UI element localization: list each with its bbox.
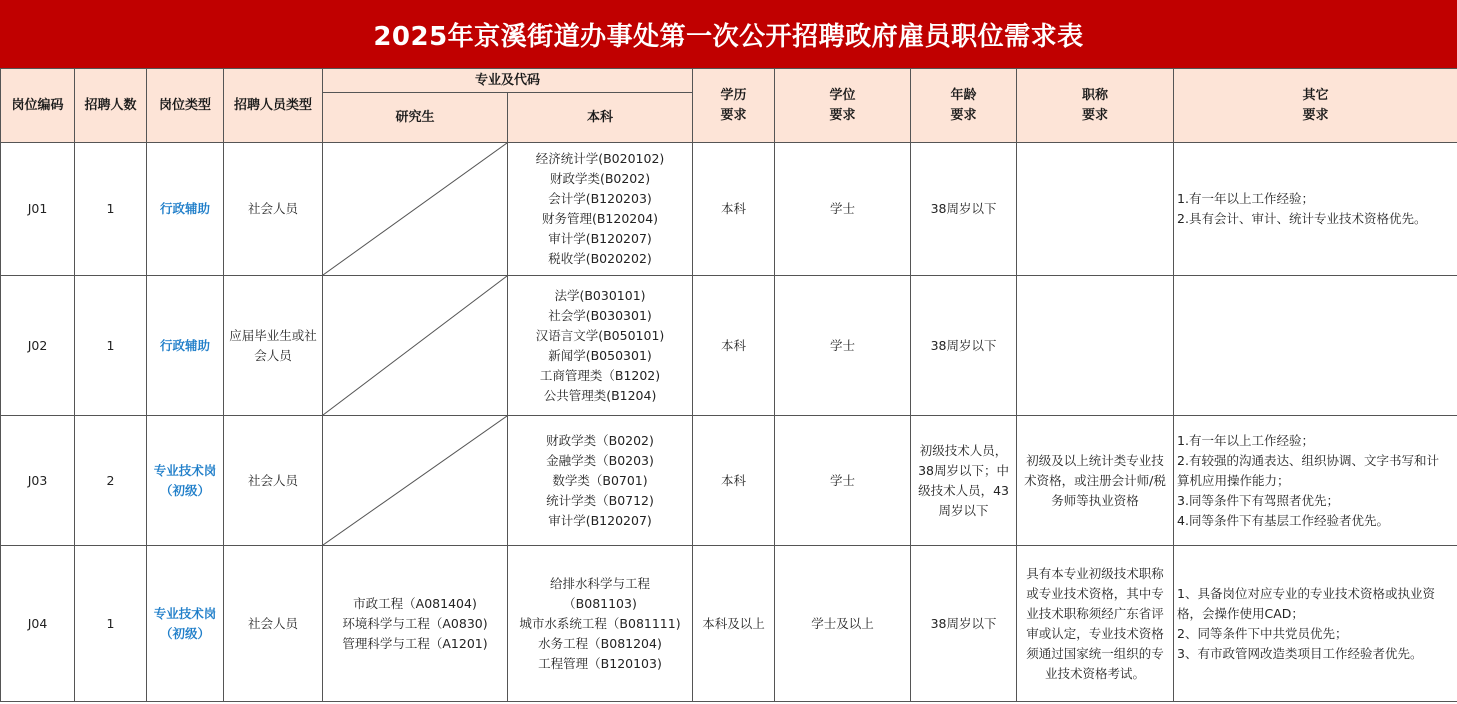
table-header [1, 69, 1457, 143]
cell-staff-type: 社会人员 [224, 416, 323, 546]
header-staff-type: 招聘人员类型 [224, 69, 323, 143]
header-age: 年龄 要求 [911, 69, 1017, 143]
job-requirements-table [0, 68, 1457, 702]
cell-graduate-empty [323, 416, 508, 546]
cell-other: 1.有一年以上工作经验； 2.具有会计、审计、统计专业技术资格优先。 [1174, 143, 1457, 276]
cell-staff-type: 社会人员 [224, 143, 323, 276]
cell-education: 本科 [693, 143, 775, 276]
cell-age: 38周岁以下 [911, 276, 1017, 416]
cell-education: 本科 [693, 276, 775, 416]
table-row [1, 546, 1457, 702]
header-undergrad: 本科 [508, 93, 693, 143]
cell-title-req [1017, 276, 1174, 416]
cell-count: 1 [75, 546, 147, 702]
cell-code: J01 [1, 143, 75, 276]
cell-position-type: 行政辅助 [147, 143, 224, 276]
cell-title-req: 具有本专业初级技术职称 或专业技术资格，其中专 业技术职称须经广东省评 审或认定，专业技术资格 须通过国家统一组织的专 业技术资格考试。 [1017, 546, 1174, 702]
cell-degree: 学士 [775, 276, 911, 416]
header-count: 招聘人数 [75, 69, 147, 143]
diagonal-slash-icon [323, 143, 507, 275]
cell-count: 2 [75, 416, 147, 546]
table-row [1, 143, 1457, 276]
cell-age: 38周岁以下 [911, 143, 1017, 276]
header-major-group: 专业及代码 [323, 69, 693, 93]
cell-age: 38周岁以下 [911, 546, 1017, 702]
table-row [1, 416, 1457, 546]
header-type: 岗位类型 [147, 69, 224, 143]
table-row [1, 276, 1457, 416]
cell-position-type: 专业技术岗 （初级） [147, 416, 224, 546]
cell-code: J04 [1, 546, 75, 702]
cell-title-req: 初级及以上统计类专业技 术资格，或注册会计师/税 务师等执业资格 [1017, 416, 1174, 546]
cell-graduate-empty [323, 143, 508, 276]
cell-degree: 学士 [775, 143, 911, 276]
header-code: 岗位编码 [1, 69, 75, 143]
cell-staff-type: 应届毕业生或社 会人员 [224, 276, 323, 416]
header-graduate: 研究生 [323, 93, 508, 143]
cell-other: 1、具备岗位对应专业的专业技术资格或执业资 格，会操作使用CAD； 2、同等条件下中共党员优先； 3、有市政管网改造类项目工作经验者优先。 [1174, 546, 1457, 702]
cell-education: 本科及以上 [693, 546, 775, 702]
cell-undergrad: 财政学类（B0202) 金融学类（B0203) 数学类（B0701) 统计学类（B0712) 审计学(B120207) [508, 416, 693, 546]
cell-title-req [1017, 143, 1174, 276]
cell-education: 本科 [693, 416, 775, 546]
cell-other [1174, 276, 1457, 416]
cell-count: 1 [75, 276, 147, 416]
header-other: 其它 要求 [1174, 69, 1457, 143]
header-degree: 学位 要求 [775, 69, 911, 143]
header-title-req: 职称 要求 [1017, 69, 1174, 143]
cell-undergrad: 法学(B030101) 社会学(B030301) 汉语言文学(B050101) 新闻学(B050301) 工商管理类（B1202) 公共管理类(B1204) [508, 276, 693, 416]
cell-other: 1.有一年以上工作经验； 2.有较强的沟通表达、组织协调、文字书写和计 算机应用操作能力； 3.同等条件下有驾照者优先； 4.同等条件下有基层工作经验者优先。 [1174, 416, 1457, 546]
cell-graduate: 市政工程（A081404) 环境科学与工程（A0830) 管理科学与工程（A1201) [323, 546, 508, 702]
cell-code: J02 [1, 276, 75, 416]
cell-position-type: 专业技术岗 （初级） [147, 546, 224, 702]
diagonal-slash-icon [323, 276, 507, 415]
cell-count: 1 [75, 143, 147, 276]
cell-position-type: 行政辅助 [147, 276, 224, 416]
cell-degree: 学士及以上 [775, 546, 911, 702]
cell-staff-type: 社会人员 [224, 546, 323, 702]
cell-undergrad: 经济统计学(B020102) 财政学类(B0202) 会计学(B120203) 财务管理(B120204) 审计学(B120207) 税收学(B020202) [508, 143, 693, 276]
cell-age: 初级技术人员， 38周岁以下；中 级技术人员，43 周岁以下 [911, 416, 1017, 546]
page-title: 2025年京溪街道办事处第一次公开招聘政府雇员职位需求表 [0, 0, 1457, 68]
cell-undergrad: 给排水科学与工程 （B081103) 城市水系统工程（B081111) 水务工程（B081204) 工程管理（B120103) [508, 546, 693, 702]
cell-degree: 学士 [775, 416, 911, 546]
diagonal-slash-icon [323, 416, 507, 545]
cell-graduate-empty [323, 276, 508, 416]
header-education: 学历 要求 [693, 69, 775, 143]
cell-code: J03 [1, 416, 75, 546]
